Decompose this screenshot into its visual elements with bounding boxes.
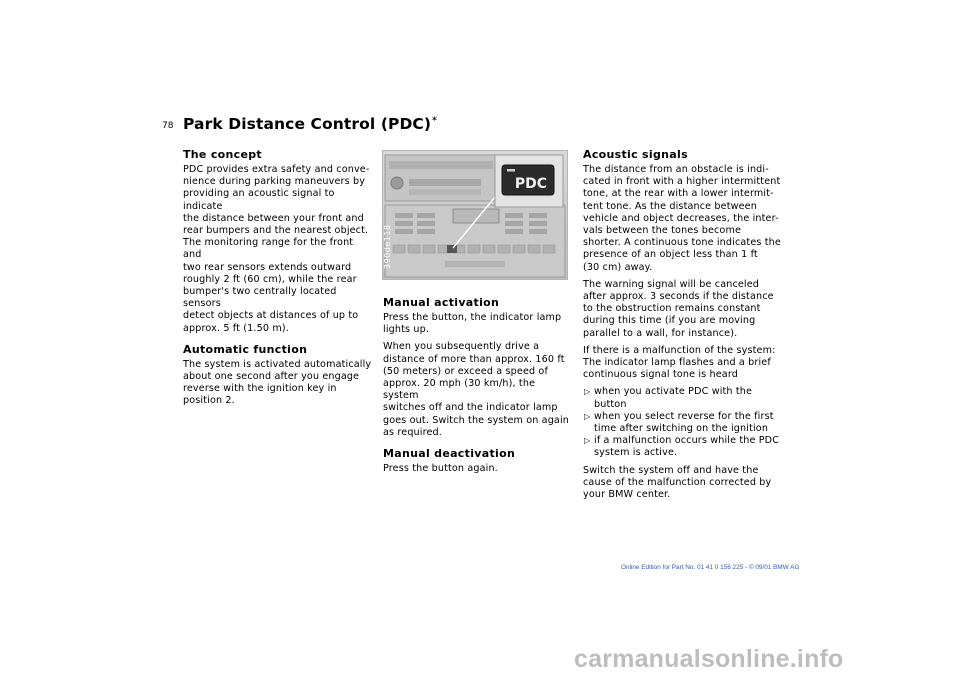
manual-activation-heading: Manual activation [383, 296, 500, 309]
list-item [583, 386, 783, 410]
left-column [183, 148, 373, 416]
acoustic-signals-text-4: Switch the system off and have the cause of the malfunction corrected by your BMW center. [583, 464, 772, 501]
bullet-triangle-icon: ▷ [584, 411, 591, 421]
bullet-triangle-icon: ▷ [584, 436, 591, 446]
list-item [583, 411, 783, 435]
automatic-function-heading: Automatic function [183, 342, 308, 356]
list-item-text: when you activate PDC with the button [594, 386, 753, 410]
page-title-text: Park Distance Control (PDC) [183, 115, 432, 133]
acoustic-signals-text-1: The distance from an obstacle is indi- cated in front with a higher intermittent tone, at the rear with a lower intermit- tent tone. As the distance between vehicle and object decreases, the inter- vals between the tones become shorter. A continuous tone indicates the presence of an object less than 1 ft (30 cm) away. [583, 164, 781, 273]
right-column [583, 148, 783, 506]
dashboard-illustration [383, 151, 568, 280]
pdc-button-photo [382, 150, 568, 280]
bullet-triangle-icon: ▷ [584, 387, 591, 397]
page-title [183, 115, 437, 133]
pdc-button-label: PDC [514, 176, 548, 192]
edition-footer: Online Edition for Part No. 01 41 0 156 225 - © 09/01 BMW AG [621, 564, 800, 571]
malfunction-list [583, 386, 783, 459]
page-number: 78 [162, 121, 174, 131]
concept-text: PDC provides extra safety and conve- nience during parking maneuvers by providing an acoustic signal to indicate the distance between your front and rear bumpers and the nearest object. The monitoring range for the front and two rear sensors extends outward roughly 2 ft (60 cm), while the rear bumper's two centrally located sensors detect objects at distances of up to approx. 5 ft (1.50 m). [183, 164, 370, 334]
middle-column [383, 296, 573, 483]
manual-activation-text-2: When you subsequently drive a distance of more than approx. 160 ft (50 meters) or exceed a speed of approx. 20 mph (30 km/h), the system switches off and the indicator lamp goes out. Switch the system on again as required. [383, 341, 570, 438]
automatic-function-text: The system is activated automatically about one second after you engage reverse with the ignition key in position 2. [183, 358, 372, 407]
acoustic-signals-heading: Acoustic signals [583, 148, 688, 161]
acoustic-signals-text-2: The warning signal will be canceled after approx. 3 seconds if the distance to the obstruction remains constant during this time (if you are moving parallel to a wall, for instance). [583, 278, 774, 339]
manual-deactivation-heading: Manual deactivation [383, 447, 516, 461]
manual-activation-section [383, 296, 573, 439]
optional-equipment-mark: * [432, 116, 437, 126]
manual-deactivation-section [383, 447, 573, 475]
acoustic-signals-text-3: If there is a malfunction of the system: The indicator lamp flashes and a brief continuous signal tone is heard [583, 344, 776, 381]
concept-heading: The concept [183, 148, 262, 161]
automatic-function-section [183, 343, 373, 408]
list-item-text: when you select reverse for the first time after switching on the ignition [594, 410, 774, 435]
image-code: 390de118 [383, 224, 392, 269]
manual-activation-text-1: Press the button, the indicator lamp lights up. [383, 312, 562, 336]
manual-deactivation-text: Press the button again. [383, 463, 498, 475]
concept-section [183, 148, 373, 335]
list-item [583, 435, 783, 459]
list-item-text: if a malfunction occurs while the PDC system is active. [594, 435, 780, 459]
watermark-logo: carmanualsonline.info [574, 645, 844, 673]
